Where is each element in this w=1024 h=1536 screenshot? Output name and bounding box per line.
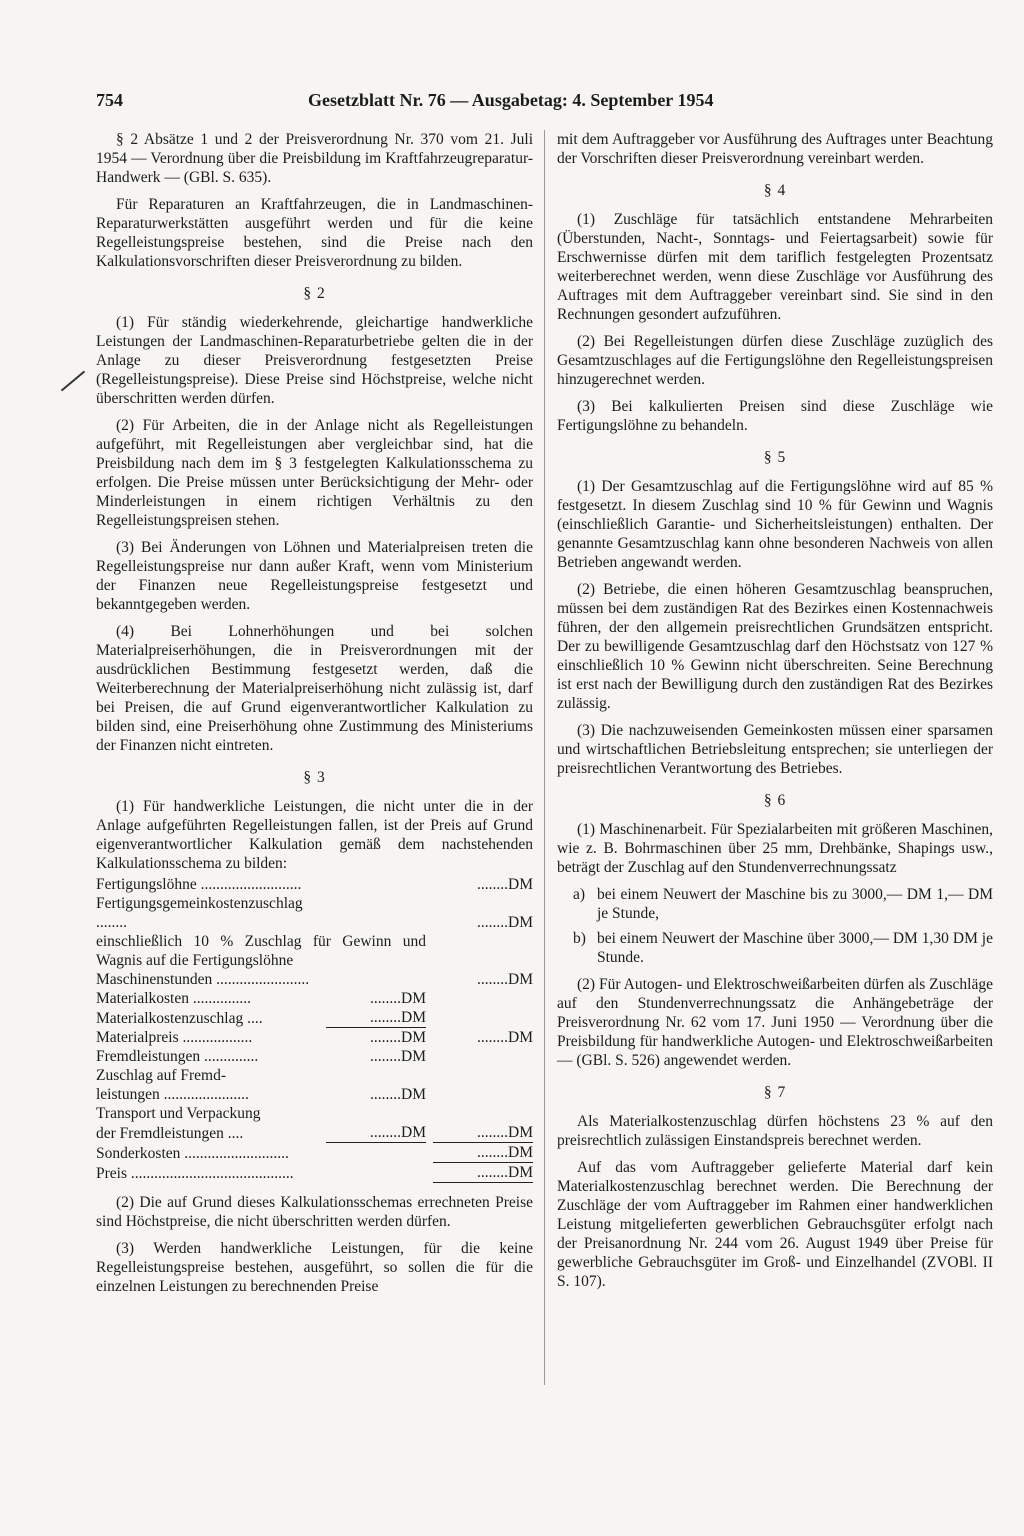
- schema-amount: ........DM: [477, 914, 533, 931]
- schema-row: [96, 1085, 533, 1104]
- paragraph: mit dem Auftraggeber vor Ausführung des Auftrages unter Beachtung der Vorschriften dieser Preisverordnung vereinbart werden.: [557, 131, 993, 167]
- schema-label: Materialkostenzuschlag ....: [96, 1009, 263, 1027]
- schema-label: Materialkosten ...............: [96, 990, 251, 1007]
- margin-pencil-mark: [61, 371, 85, 392]
- list-item-label: a): [573, 886, 586, 903]
- section-heading: § 2: [303, 285, 326, 302]
- schema-row: [96, 1066, 533, 1085]
- schema-amount: ........DM: [370, 1048, 426, 1065]
- page-header: [96, 90, 994, 114]
- paragraph: Für Reparaturen an Kraftfahrzeugen, die in Landmaschinen-Reparaturwerkstätten ausgeführt werden und für die keine Regelleistungspreise bestehen, sind die Preise nach den Kalkulationsvorschriften dieser Preisverordnung zu bilden.: [96, 196, 533, 270]
- schema-amount: ........DM: [433, 1143, 533, 1163]
- page-number: 754: [96, 90, 123, 110]
- schema-label: Transport und Verpackung: [96, 1105, 261, 1122]
- schema-label: Zuschlag auf Fremd-: [96, 1067, 226, 1084]
- schema-amount: ........DM: [433, 1163, 533, 1183]
- section-heading: § 5: [763, 449, 787, 466]
- schema-row: [96, 970, 533, 989]
- schema-label: Fremdleistungen ..............: [96, 1048, 259, 1065]
- paragraph: Als Materialkostenzuschlag dürfen höchstens 23 % auf den preisrechtlich zulässigen Einstandspreis berechnet werden.: [557, 1113, 993, 1149]
- schema-row: [96, 894, 533, 932]
- header-title: Gesetzblatt Nr. 76 — Ausgabetag: 4. September 1954: [308, 90, 714, 110]
- list-item-text: bei einem Neuwert der Maschine bis zu 3000,— DM 1,— DM je Stunde,: [597, 886, 993, 922]
- schema-amount: ........DM: [370, 1124, 426, 1141]
- schema-label: der Fremdleistungen ....: [96, 1124, 244, 1142]
- schema-label: Maschinenstunden ........................: [96, 971, 310, 988]
- list-item-label: b): [573, 930, 586, 947]
- left-column: [96, 130, 533, 1304]
- paragraph: (2) Bei Regelleistungen dürfen diese Zuschläge zuzüglich des Gesamtzuschlages auf die Fertigungslöhne den Regelleistungspreisen hinzugerechnet werden.: [557, 333, 993, 388]
- list-item: [557, 885, 993, 923]
- schema-label: Sonderkosten ...........................: [96, 1144, 289, 1162]
- schema-row: [96, 989, 533, 1008]
- schema-amount: ........DM: [477, 971, 533, 988]
- paragraph: (3) Die nachzuweisenden Gemeinkosten müssen einer sparsamen und wirtschaftlichen Betriebsleitung entsprechen; sie unterliegen der preisrechtlichen Verantwortung des Betriebes.: [557, 722, 993, 777]
- schema-row: [96, 1028, 533, 1048]
- paragraph: (1) Für handwerkliche Leistungen, die nicht unter die in der Anlage aufgeführten Regelleistungen fallen, ist der Preis auf Grund eigenverantwortlicher Kalkulation gemäß dem nachstehenden Kalkulationsschema zu bilden:: [96, 798, 533, 872]
- schema-label: einschließlich 10 % Zuschlag für Gewinn und Wagnis auf die Fertigungslöhne: [96, 933, 426, 969]
- paragraph: (3) Werden handwerkliche Leistungen, für die keine Regelleistungspreise bestehen, ausgeführt, so sollen die für die einzelnen Leistungen zu berechnenden Preise: [96, 1240, 533, 1295]
- list-item-text: bei einem Neuwert der Maschine über 3000,— DM 1,30 DM je Stunde.: [597, 930, 993, 966]
- schema-label: Fertigungsgemeinkostenzuschlag ........: [96, 895, 303, 931]
- schema-row: [96, 1104, 533, 1123]
- schema-row: [96, 932, 533, 970]
- schema-row: [96, 875, 533, 894]
- paragraph: § 2 Absätze 1 und 2 der Preisverordnung Nr. 370 vom 21. Juli 1954 — Verordnung über die Preisbildung im Kraftfahrzeugreparatur-Handwerk — (GBl. S. 635).: [96, 131, 533, 186]
- paragraph: (2) Betriebe, die einen höheren Gesamtzuschlag beanspruchen, müssen bei dem zuständigen Rat des Bezirkes einen Kostennachweis führen, der den allgemein preisrechtlichen Grundsätzen entspricht. Der zu bewilligende Gesamtzuschlag darf den Höchstsatz von 127 % einschließlich 10 % Gewinn nicht überschreiten. Seine Berechnung ist erst nach der Bewilligung durch den zuständigen Rat des Bezirkes zulässig.: [557, 581, 993, 712]
- schema-row: [96, 1008, 533, 1028]
- schema-row: [96, 1047, 533, 1066]
- section-heading: § 4: [763, 182, 787, 199]
- column-divider: [544, 130, 545, 1385]
- paragraph: (1) Maschinenarbeit. Für Spezialarbeiten mit größeren Maschinen, wie z. B. Bohrmaschinen über 25 mm, Drehbänke, Shapings usw., beträgt der Zuschlag auf den Stundenverrechnungssatz: [557, 821, 993, 876]
- paragraph: (1) Für ständig wiederkehrende, gleichartige handwerkliche Leistungen der Landmaschinen-Reparaturbetriebe gelten die in der Anlage zu dieser Preisverordnung festgesetzten Preise (Regelleistungspreise). Diese Preise sind Höchstpreise, welche nicht überschritten werden dürfen.: [96, 314, 533, 407]
- schema-amount: ........DM: [477, 1124, 533, 1141]
- paragraph: (3) Bei kalkulierten Preisen sind diese Zuschläge wie Fertigungslöhne zu behandeln.: [557, 398, 993, 434]
- schema-label: Preis ..........................................: [96, 1164, 294, 1182]
- schema-amount: ........DM: [477, 876, 533, 893]
- calculation-schema: [96, 875, 533, 1183]
- paragraph: (1) Der Gesamtzuschlag auf die Fertigungslöhne wird auf 85 % festgesetzt. In diesem Zuschlag sind 10 % für Gewinn und Wagnis (einschließlich Garantie- und Sicherheitsleistungen) enthalten. Der genannte Gesamtzuschlag kann ohne besonderen Nachweis von allen Betrieben angewandt werden.: [557, 478, 993, 571]
- schema-label: Fertigungslöhne ..........................: [96, 876, 302, 893]
- schema-label: Materialpreis ..................: [96, 1029, 253, 1046]
- schema-amount: ........DM: [370, 990, 426, 1007]
- schema-amount: ........DM: [326, 1028, 426, 1048]
- rate-list: [557, 885, 993, 967]
- schema-row: [96, 1123, 533, 1143]
- paragraph: Auf das vom Auftraggeber gelieferte Material darf kein Materialkostenzuschlag berechnet werden. Die Berechnung der Zuschläge der vom Auftraggeber im Rahmen einer handwerklichen Leistung mitgelieferten gewerblichen Gebrauchsgüter erfolgt nach der Preisanordnung Nr. 244 vom 26. August 1949 über Preise für gewerbliche Gebrauchsgüter im Groß- und Einzelhandel (ZVOBl. II S. 107).: [557, 1159, 993, 1290]
- schema-amount: ........DM: [477, 1029, 533, 1046]
- paragraph: (3) Bei Änderungen von Löhnen und Materialpreisen treten die Regelleistungspreise nur dann außer Kraft, wenn vom Ministerium der Finanzen neue Regelleistungspreise festgesetzt und bekanntgegeben werden.: [96, 539, 533, 613]
- paragraph: (4) Bei Lohnerhöhungen und bei solchen Materialpreiserhöhungen, die in Preisverordnungen mit der ausdrücklichen Bestimmung festgesetzt werden, daß die Weiterberechnung der Materialpreiserhöhung nicht zulässig ist, darf bei Preisen, die auf Grund eigenverantwortlicher Kalkulation zu bilden sind, eine Preiserhöhung ohne Zustimmung des Ministeriums der Finanzen nicht eintreten.: [96, 623, 533, 754]
- schema-amount: ........DM: [370, 1009, 426, 1026]
- list-item: [557, 929, 993, 967]
- paragraph: (2) Die auf Grund dieses Kalkulationsschemas errechneten Preise sind Höchstpreise, die nicht überschritten werden dürfen.: [96, 1194, 533, 1230]
- right-column: [557, 130, 993, 1299]
- paragraph: (1) Zuschläge für tatsächlich entstandene Mehrarbeiten (Überstunden, Nacht-, Sonntags- und Feiertagsarbeit) sowie für Erschwernisse dürfen mit dem tariflich festgelegten Prozentsatz weiterberechnet werden, wenn diese Zuschläge vor Ausführung des Auftrages mit dem Auftraggeber vereinbart sind. Sie sind in den Rechnungen gesondert aufzuführen.: [557, 211, 993, 323]
- section-heading: § 3: [303, 769, 326, 786]
- schema-row: [96, 1143, 533, 1163]
- schema-row: [96, 1163, 533, 1183]
- paragraph: (2) Für Arbeiten, die in der Anlage nicht als Regelleistungen aufgeführt, mit Regelleistungen aber vergleichbar sind, hat die Preisbildung nach dem im § 3 festgelegten Kalkulationsschema zu erfolgen. Die Preise müssen unter Berücksichtigung der Mehr- oder Minderleistungen in einem richtigen Verhältnis zu den Regelleistungspreisen stehen.: [96, 417, 533, 529]
- paragraph: (2) Für Autogen- und Elektroschweißarbeiten dürfen als Zuschläge auf den Stundenverrechnungssatz die Anhängebeträge der Preisverordnung Nr. 62 vom 17. Juni 1950 — Verordnung über die Preisbildung für handwerkliche Autogen- und Elektroschweißarbeiten — (GBl. S. 526) angewendet werden.: [557, 976, 993, 1069]
- schema-label: leistungen ......................: [96, 1086, 249, 1103]
- schema-amount: ........DM: [370, 1086, 426, 1103]
- section-heading: § 7: [763, 1084, 787, 1101]
- section-heading: § 6: [763, 792, 787, 809]
